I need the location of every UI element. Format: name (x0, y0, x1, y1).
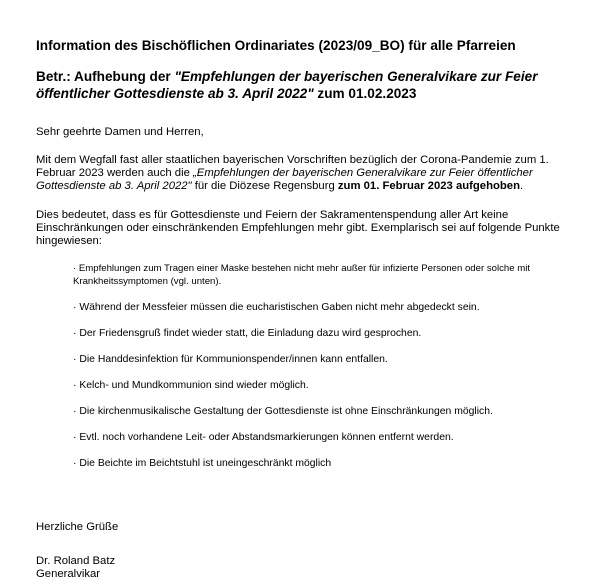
list-item: · Während der Messfeier müssen die eucharistischen Gaben nicht mehr abgedeckt sein. (73, 302, 480, 313)
list-item: · Kelch- und Mundkommunion sind wieder möglich. (73, 380, 309, 391)
list-item: · Evtl. noch vorhandene Leit- oder Abstandsmarkierungen können entfernt werden. (73, 432, 454, 443)
list-item: · Die Beichte im Beichtstuhl ist uneingeschränkt möglich (73, 458, 332, 469)
signer-name: Dr. Roland Batz (36, 555, 116, 567)
signer-title: Generalvikar (36, 568, 101, 580)
bullet-list (73, 262, 583, 483)
paragraph-1-title: „Empfehlungen der bayerischen Generalvikare zur Feier öffentlicher Gottesdienste ab 3. April 2022" (36, 167, 533, 192)
document-heading: Information des Bischöflichen Ordinariates (2023/09_BO) für alle Pfarreien (36, 38, 516, 53)
paragraph-2: Dies bedeutet, dass es für Gottesdienste und Feiern der Sakramentenspendung aller Art keine Einschränkungen oder einschränkenden Empfehlungen mehr gibt. Exemplarisch sei auf folgende Punkte hingewiesen: (36, 209, 560, 247)
paragraph-1-end: . (519, 180, 524, 192)
subject-suffix: zum 01.02.2023 (313, 86, 417, 101)
list-item: · Der Friedensgruß findet wieder statt, die Einladung dazu wird gesprochen. (73, 328, 422, 339)
paragraph-1-text-b: für die Diözese Regensburg (191, 180, 338, 192)
paragraph-1 (36, 154, 586, 193)
subject-prefix: Betr.: Aufhebung der (36, 69, 175, 84)
salutation: Sehr geehrte Damen und Herren, (36, 126, 204, 138)
list-item: · Empfehlungen zum Tragen einer Maske bestehen nicht mehr außer für infizierte Personen oder solche mit Krankheitssymptomen (vgl. unten). (73, 263, 531, 287)
closing-greeting: Herzliche Grüße (36, 521, 119, 533)
subject-line (36, 68, 576, 102)
paragraph-1-text-a: Mit dem Wegfall fast aller staatlichen bayerischen Vorschriften bezüglich der Corona-Pandemie zum 1. Februar 2023 werden auch die (36, 154, 549, 179)
subject-title: "Empfehlungen der bayerischen Generalvikare zur Feier öffentlicher Gottesdienste ab 3. April 2022" (36, 69, 538, 101)
list-item: · Die kirchenmusikalische Gestaltung der Gottesdienste ist ohne Einschränkungen möglich. (73, 406, 493, 417)
list-item: · Die Handdesinfektion für Kommunionspender/innen kann entfallen. (73, 354, 388, 365)
paragraph-1-bold: zum 01. Februar 2023 aufgehoben (337, 180, 520, 192)
